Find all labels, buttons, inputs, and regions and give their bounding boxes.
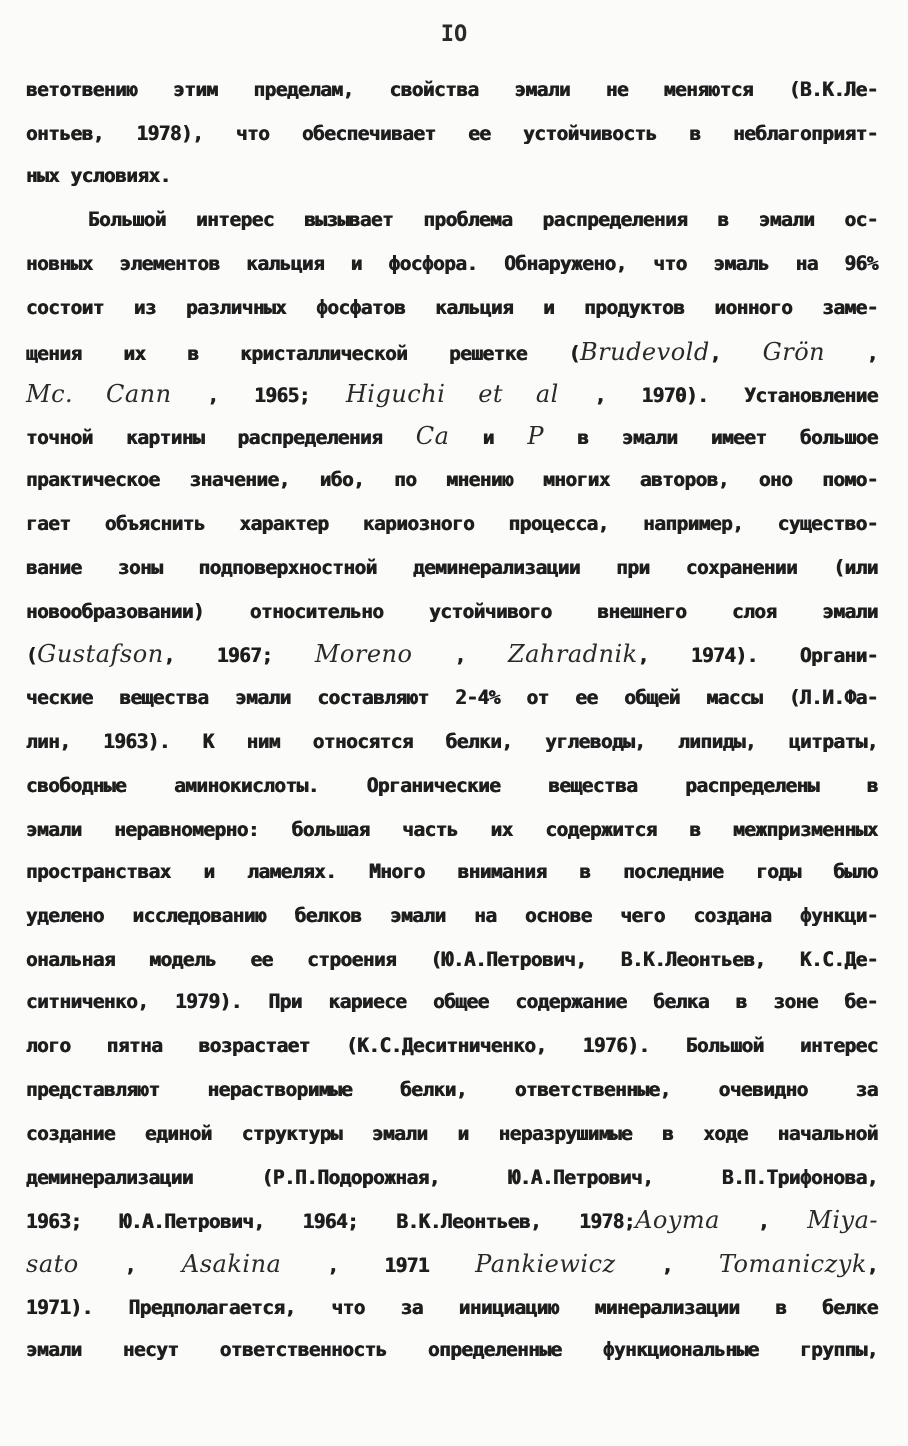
typed-text: эмали неравномерно: большая часть их содержится в межпризменных <box>26 818 878 841</box>
typed-text: щения их в кристаллической решетке ( <box>26 342 580 365</box>
text-line <box>26 1034 878 1058</box>
typed-text: 1963; Ю.А.Петрович, 1964; В.К.Леонтьев, 1978; <box>26 1210 636 1233</box>
typed-text: создание единой структуры эмали и неразрушимые в ходе начальной <box>26 1122 878 1145</box>
typed-text: ных условиях. <box>26 164 171 187</box>
typed-text: состоит из различных фосфатов кальция и продуктов ионного заме- <box>26 296 878 319</box>
text-line <box>26 340 878 366</box>
text-line <box>26 1296 878 1320</box>
typed-text: ческие вещества эмали составляют 2-4% от ее общей массы (Л.И.Фа- <box>26 686 878 709</box>
typed-text: , 1965; <box>171 384 346 407</box>
typed-text: ветотвению этим пределам, свойства эмали не меняются (В.К.Ле- <box>26 78 878 101</box>
text-line <box>26 990 878 1014</box>
handwritten-citation: P <box>527 422 544 450</box>
text-line <box>26 1208 878 1234</box>
text-line <box>26 78 878 102</box>
text-line <box>26 424 878 450</box>
handwritten-citation: Tomaniczyk <box>718 1250 867 1278</box>
text-line <box>26 818 878 842</box>
typed-text: ( <box>26 644 38 667</box>
typed-text: и <box>449 426 528 449</box>
typed-text: точной картины распределения <box>26 426 416 449</box>
text-line <box>26 600 878 624</box>
handwritten-citation: Higuchi et al <box>345 380 559 408</box>
text-line <box>88 208 878 232</box>
text-line <box>26 774 878 798</box>
typed-text: 1971). Предполагается, что за инициацию минерализации в белке <box>26 1296 878 1319</box>
typed-text: , <box>412 644 508 667</box>
text-line <box>26 122 878 146</box>
page-number: IO <box>440 22 468 47</box>
typed-text: Большой интерес вызывает проблема распределения в эмали ос- <box>88 208 878 231</box>
typed-text: , 1974). Органи- <box>637 644 879 667</box>
text-line <box>26 252 878 276</box>
typed-text: , <box>615 1254 719 1277</box>
typed-text: , <box>866 1254 878 1277</box>
typed-text: новообразовании) относительно устойчивого внешнего слоя эмали <box>26 600 878 623</box>
typed-text: , <box>78 1254 182 1277</box>
typed-text: , 1971 <box>281 1254 476 1277</box>
text-line <box>26 512 878 536</box>
handwritten-citation: Miya- <box>807 1206 878 1234</box>
text-line <box>26 296 878 320</box>
text-line <box>26 164 878 188</box>
typed-text: онтьев, 1978), что обеспечивает ее устойчивость в неблагоприят- <box>26 122 878 145</box>
typed-text: лого пятна возрастает (К.С.Деситниченко, 1976). Большой интерес <box>26 1034 878 1057</box>
text-line <box>26 1338 878 1362</box>
typed-text: представляют нерастворимые белки, ответственные, очевидно за <box>26 1078 878 1101</box>
typed-text: уделено исследованию белков эмали на основе чего создана функци- <box>26 904 878 927</box>
handwritten-citation: Moreno <box>314 640 413 668</box>
text-line <box>26 730 878 754</box>
text-line <box>26 1078 878 1102</box>
handwritten-citation: Mc. Cann <box>26 380 172 408</box>
text-line <box>26 948 878 972</box>
typed-text: , <box>719 1210 808 1233</box>
typed-text: пространствах и ламелях. Много внимания в последние годы было <box>26 860 878 883</box>
typed-text: новных элементов кальция и фосфора. Обнаружено, что эмаль на 96% <box>26 252 878 275</box>
text-line <box>26 686 878 710</box>
handwritten-citation: Ca <box>415 422 450 450</box>
typed-text: , 1970). Установление <box>558 384 878 407</box>
typed-text: ситниченко, 1979). При кариесе общее содержание белка в зоне бе- <box>26 990 878 1013</box>
text-line <box>26 556 878 580</box>
typed-text: , 1967; <box>163 644 315 667</box>
handwritten-citation: Zahradnik <box>507 640 638 668</box>
typed-text: гает объяснить характер кариозного процесса, например, существо- <box>26 512 878 535</box>
text-line <box>26 1252 878 1278</box>
typed-text: свободные аминокислоты. Органические вещества распределены в <box>26 774 878 797</box>
typed-text: , <box>825 342 878 365</box>
typed-text: , <box>709 342 763 365</box>
typed-text: ональная модель ее строения (Ю.А.Петрович, В.К.Леонтьев, К.С.Де- <box>26 948 878 971</box>
text-line <box>26 468 878 492</box>
text-line <box>26 382 878 408</box>
handwritten-citation: Brudevold <box>580 338 710 366</box>
handwritten-citation: Aoyma <box>635 1206 720 1234</box>
handwritten-citation: Grön <box>762 338 826 366</box>
text-line <box>26 1166 878 1190</box>
handwritten-citation: Pankiewicz <box>475 1250 616 1278</box>
typed-text: деминерализации (Р.П.Подорожная, Ю.А.Петрович, В.П.Трифонова, <box>26 1166 878 1189</box>
text-line <box>26 642 878 668</box>
handwritten-citation: Gustafson <box>37 640 164 668</box>
text-line <box>26 860 878 884</box>
typed-text: эмали несут ответственность определенные функциональные группы, <box>26 1338 878 1361</box>
handwritten-citation: Asakina <box>181 1250 282 1278</box>
text-line <box>26 1122 878 1146</box>
typed-text: вание зоны подповерхностной деминерализации при сохранении (или <box>26 556 878 579</box>
typed-text: практическое значение, ибо, по мнению многих авторов, оно помо- <box>26 468 878 491</box>
text-line <box>26 904 878 928</box>
typed-text: лин, 1963). К ним относятся белки, углеводы, липиды, цитраты, <box>26 730 878 753</box>
handwritten-citation: sato <box>26 1250 79 1278</box>
typed-text: в эмали имеет большое <box>543 426 878 449</box>
